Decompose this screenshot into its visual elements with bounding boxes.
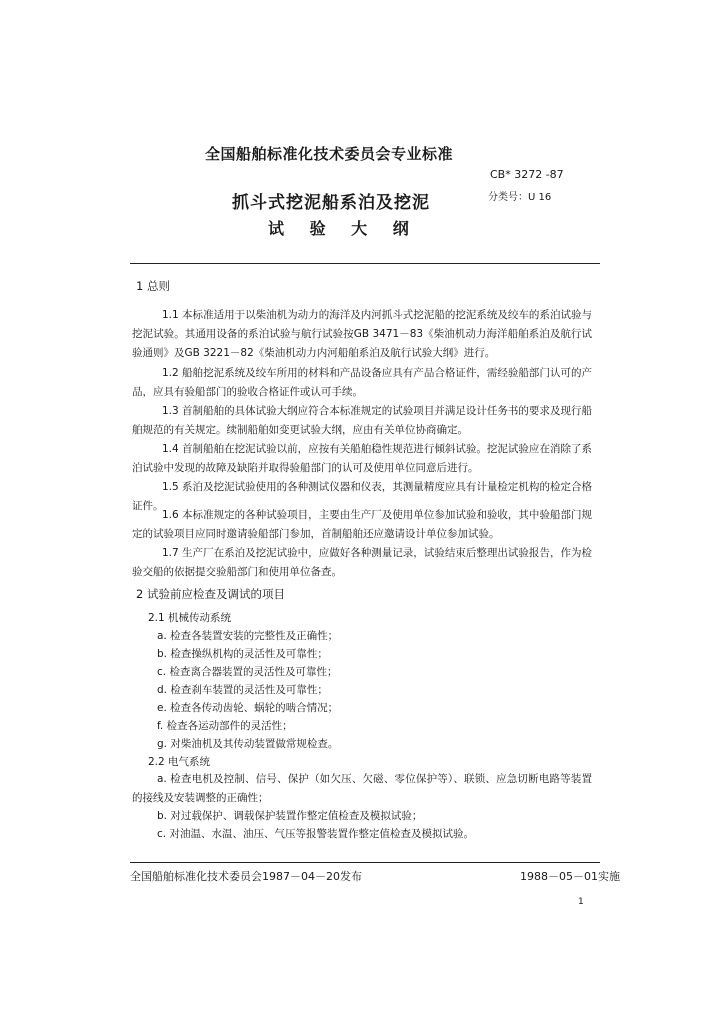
list-item: b. 对过载保护、调载保护装置作整定值检查及模拟试验； (157, 810, 423, 822)
subsection-heading-2-2: 2.2 电气系统 (148, 756, 211, 768)
document-subtitle: 试 验 大 纲 (268, 219, 419, 238)
section-heading-1: 1 总则 (136, 279, 170, 293)
bottom-divider (130, 862, 600, 863)
committee-header: 全国船舶标准化技术委员会专业标准 (205, 145, 454, 163)
page-number: 1 (578, 897, 584, 907)
list-item: c. 检查离合器装置的灵活性及可靠性； (157, 666, 338, 678)
list-item: c. 对油温、水温、油压、气压等报警装置作整定值检查及模拟试验。 (157, 828, 474, 840)
paragraph-1-3: 1.3 首制船舶的具体试验大纲应符合本标准规定的试验项目并满足设计任务书的要求及现行船舶规范的有关规定。续制船舶如变更试验大纲，应由有关单位协商确定。 (132, 405, 592, 436)
subsection-heading-2-1: 2.1 机械传动系统 (148, 612, 232, 624)
classification-number: 分类号：U 16 (488, 192, 552, 203)
document-title: 抓斗式挖泥船系泊及挖泥 (232, 193, 430, 213)
paragraph-1-6: 1.6 本标准规定的各种试验项目，主要由生产厂及使用单位参加试验和验收，其中验船部门规定的试验项目应同时邀请验船部门参加，首制船舶还应邀请设计单位参加试验。 (132, 509, 592, 540)
top-divider (130, 263, 600, 264)
list-item: f. 检查各运动部件的灵活性； (157, 720, 293, 732)
section-heading-2: 2 试验前应检查及调试的项目 (136, 587, 285, 601)
list-item: a. 检查电机及控制、信号、保护（如欠压、欠磁、零位保护等）、联锁、应急切断电路等装置的接线及安装调整的正确性； (132, 773, 592, 804)
list-item: e. 检查各传动齿轮、蜗轮的啮合情况； (157, 702, 339, 714)
issue-date: 全国船舶标准化技术委员会1987－04－20发布 (130, 870, 362, 883)
effective-date: 1988－05－01实施 (520, 870, 620, 883)
list-item: b. 检查操纵机构的灵活性及可靠性； (157, 648, 328, 660)
list-item: d. 检查刹车装置的灵活性及可靠性； (157, 684, 328, 696)
paragraph-1-7: 1.7 生产厂在系泊及挖泥试验中，应做好各种测量记录，试验结束后整理出试验报告，作为检验交船的依据提交验船部门和使用单位备查。 (132, 547, 592, 578)
paragraph-1-1: 1.1 本标准适用于以柴油机为动力的海洋及内河抓斗式挖泥船的挖泥系统及绞车的系泊试验与挖泥试验。其通用设备的系泊试验与航行试验按GB 3471－83《柴油机动力海洋船舶系泊及航行试验通则》及GB 3221－82《柴油机动力内河船舶系泊及航行试验大纲》进行。 (132, 309, 592, 359)
list-item: a. 检查各装置安装的完整性及正确性； (157, 630, 339, 642)
list-item: g. 对柴油机及其传动装置做常规检查。 (157, 738, 339, 750)
paragraph-1-5: 1.5 系泊及挖泥试验使用的各种测试仪器和仪表，其测量精度应具有计量检定机构的检定合格证件。 (132, 481, 592, 512)
standard-code: CB* 3272 -87 (490, 168, 564, 181)
paragraph-1-4: 1.4 首制船舶在挖泥试验以前，应按有关船舶稳性规范进行倾斜试验。挖泥试验应在消除了系泊试验中发现的故障及缺陷并取得验船部门的认可及使用单位同意后进行。 (132, 443, 592, 474)
paragraph-1-2: 1.2 船舶挖泥系统及绞车所用的材料和产品设备应具有产品合格证件，需经验船部门认可的产品，应具有验船部门的验收合格证件或认可手续。 (132, 367, 592, 398)
